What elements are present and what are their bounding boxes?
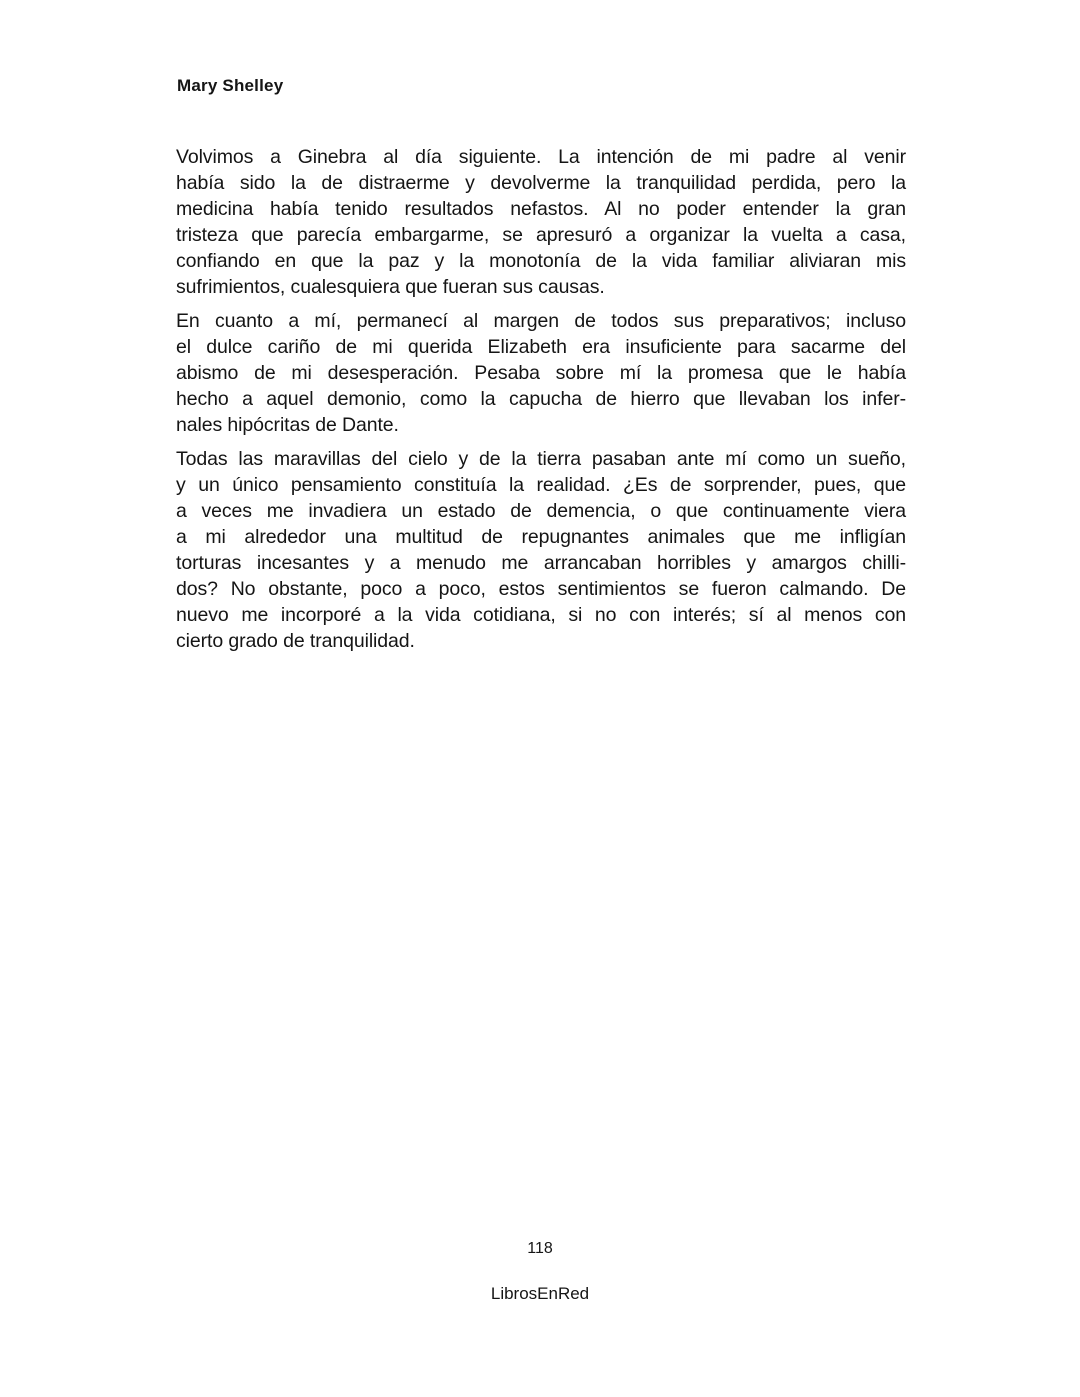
text-line: dos? No obstante, poco a poco, estos sentimientos se fueron calmando. De [176,578,906,600]
text-line: a veces me invadiera un estado de demencia, o que continuamente viera [176,500,906,522]
text-line: medicina había tenido resultados nefastos. Al no poder entender la gran [176,198,906,220]
body-text [176,144,906,662]
paragraph [176,308,906,438]
paragraph [176,144,906,300]
text-line: y un único pensamiento constituía la realidad. ¿Es de sorprender, pues, que [176,474,906,496]
text-line: nales hipócritas de Dante. [176,414,399,436]
text-line: abismo de mi desesperación. Pesaba sobre mí la promesa que le había [176,362,906,384]
text-line: cierto grado de tranquilidad. [176,630,415,652]
text-line: nuevo me incorporé a la vida cotidiana, si no con interés; sí al menos con [176,604,906,626]
publisher-name: LibrosEnRed [490,1284,590,1303]
paragraph [176,446,906,654]
text-line: En cuanto a mí, permanecí al margen de todos sus preparativos; incluso [176,310,906,332]
text-line: hecho a aquel demonio, como la capucha de hierro que llevaban los infer- [176,388,906,410]
text-line: sufrimientos, cualesquiera que fueran sus causas. [176,276,605,298]
text-line: tristeza que parecía embargarme, se apresuró a organizar la vuelta a casa, [176,224,906,246]
text-line: torturas incesantes y a menudo me arrancaban horribles y amargos chilli- [176,552,906,574]
text-line: a mi alrededor una multitud de repugnantes animales que me infligían [176,526,906,548]
text-line: confiando en que la paz y la monotonía de la vida familiar aliviaran mis [176,250,906,272]
text-line: el dulce cariño de mi querida Elizabeth era insuficiente para sacarme del [176,336,906,358]
text-line: había sido la de distraerme y devolverme la tranquilidad perdida, pero la [176,172,906,194]
text-line: Todas las maravillas del cielo y de la tierra pasaban ante mí como un sueño, [176,448,906,470]
text-line: Volvimos a Ginebra al día siguiente. La intención de mi padre al venir [176,146,906,168]
page-number: 118 [527,1240,553,1257]
running-header-author: Mary Shelley [177,76,284,95]
